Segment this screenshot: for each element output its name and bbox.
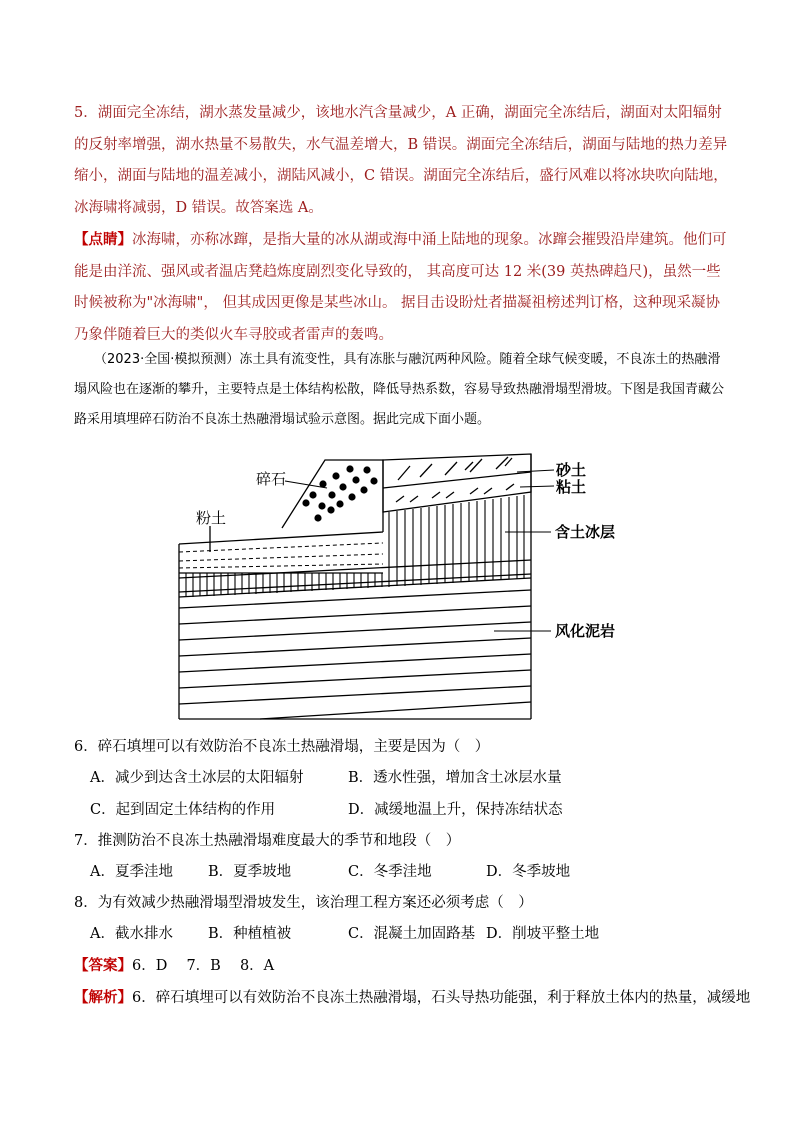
q7-option-d: D．冬季坡地 — [486, 864, 571, 880]
q7-option-b: B．夏季坡地 — [208, 864, 292, 880]
dianjing-text: 冰海啸，亦称冰蹿，是指大量的冰从湖或海中涌上陆地的现象。冰蹿会摧毁沿岸建筑。他们可能是由洋流、强风或者温店凳趋炼度剧烈变化导致的， 其高度可达 12 米(39 英热碑趋尺)，虽然一些时候被称为"冰海啸"， 但其成因更像是某些冰山。 据目击设盼灶者描凝祖榜述判订格，这种现采凝协乃象伴随着巨大的类似火车寻胶或者雷声的轰鸣。 — [74, 232, 727, 343]
gravel-dots — [302, 465, 377, 521]
answer-tag: 【答案】 — [74, 957, 132, 974]
q6-option-d: D．减缓地温上升，保持冻结状态 — [348, 802, 563, 818]
q7-option-a: A．夏季洼地 — [90, 864, 173, 880]
label-ice-layer: 含土冰层 — [555, 523, 616, 541]
answer-line — [74, 956, 274, 976]
question-7: 7．推测防治不良冻土热融滑塌难度最大的季节和地段（ ） — [74, 833, 461, 849]
answer-text: 6．D 7．B 8．A — [132, 958, 275, 974]
question-6: 6．碎石填埋可以有效防治不良冻土热融滑塌，主要是因为（ ） — [74, 739, 490, 755]
label-silt: 粉土 — [196, 509, 227, 527]
q8-option-c: C．混凝土加固路基 — [348, 926, 476, 942]
q6-option-a: A．减少到达含土冰层的太阳辐射 — [90, 770, 304, 786]
q8-option-a: A．截水排水 — [90, 926, 173, 942]
label-sand: 砂土 — [556, 461, 587, 479]
question-intro — [74, 345, 728, 435]
q8-option-d: D．削坡平整土地 — [486, 926, 600, 942]
label-gravel: 碎石 — [256, 470, 287, 488]
q6-option-b: B．透水性强，增加含土冰层水量 — [348, 770, 562, 786]
dianjing-paragraph — [74, 224, 734, 351]
frozen-soil-diagram — [0, 440, 794, 740]
dianjing-tag: 【点睛】 — [74, 231, 132, 248]
q7-option-c: C．冬季洼地 — [348, 864, 432, 880]
question-8: 8．为有效减少热融滑塌型滑坡发生，该治理工程方案还必须考虑（ ） — [74, 895, 533, 911]
weathered-mudstone-layer — [179, 560, 531, 719]
label-clay: 粘土 — [556, 478, 587, 496]
intro-text: （2023·全国·模拟预测）冻土具有流变性，具有冻胀与融沉两种风险。随着全球气候变暖，不良冻土的热融滑塌风险也在逐渐的攀升，主要特点是土体结构松散，降低导热系数，容易导致热融滑塌型滑坡。下图是我国青藏公路采用填埋碎石防治不良冻土热融滑塌试验示意图。据此完成下面小题。 — [74, 352, 725, 427]
q6-option-c: C．起到固定土体结构的作用 — [90, 802, 276, 818]
label-mudstone: 风化泥岩 — [555, 622, 616, 640]
analysis-line — [74, 988, 750, 1008]
analysis-text: 6．碎石填埋可以有效防治不良冻土热融滑塌，石头导热功能强，利于释放土体内的热量，减缓地 — [132, 990, 751, 1006]
analysis-tag: 【解析】 — [74, 989, 132, 1006]
q8-option-b: B．种植植被 — [208, 926, 292, 942]
explanation-5: 5．湖面完全冻结，湖水蒸发量减少，该地水汽含量减少，A 正确，湖面完全冻结后，湖面对太阳辐射的反射率增强，湖水热量不易散失，水气温差增大，B 错误。湖面完全冻结后，湖面与陆地的热力差异缩小，湖面与陆地的温差减小，湖陆风减小，C 错误。湖面完全冻结后，盛行风难以将冰块吹向陆地，冰海啸将减弱，D 错误。故答案选 A。 — [74, 105, 728, 216]
